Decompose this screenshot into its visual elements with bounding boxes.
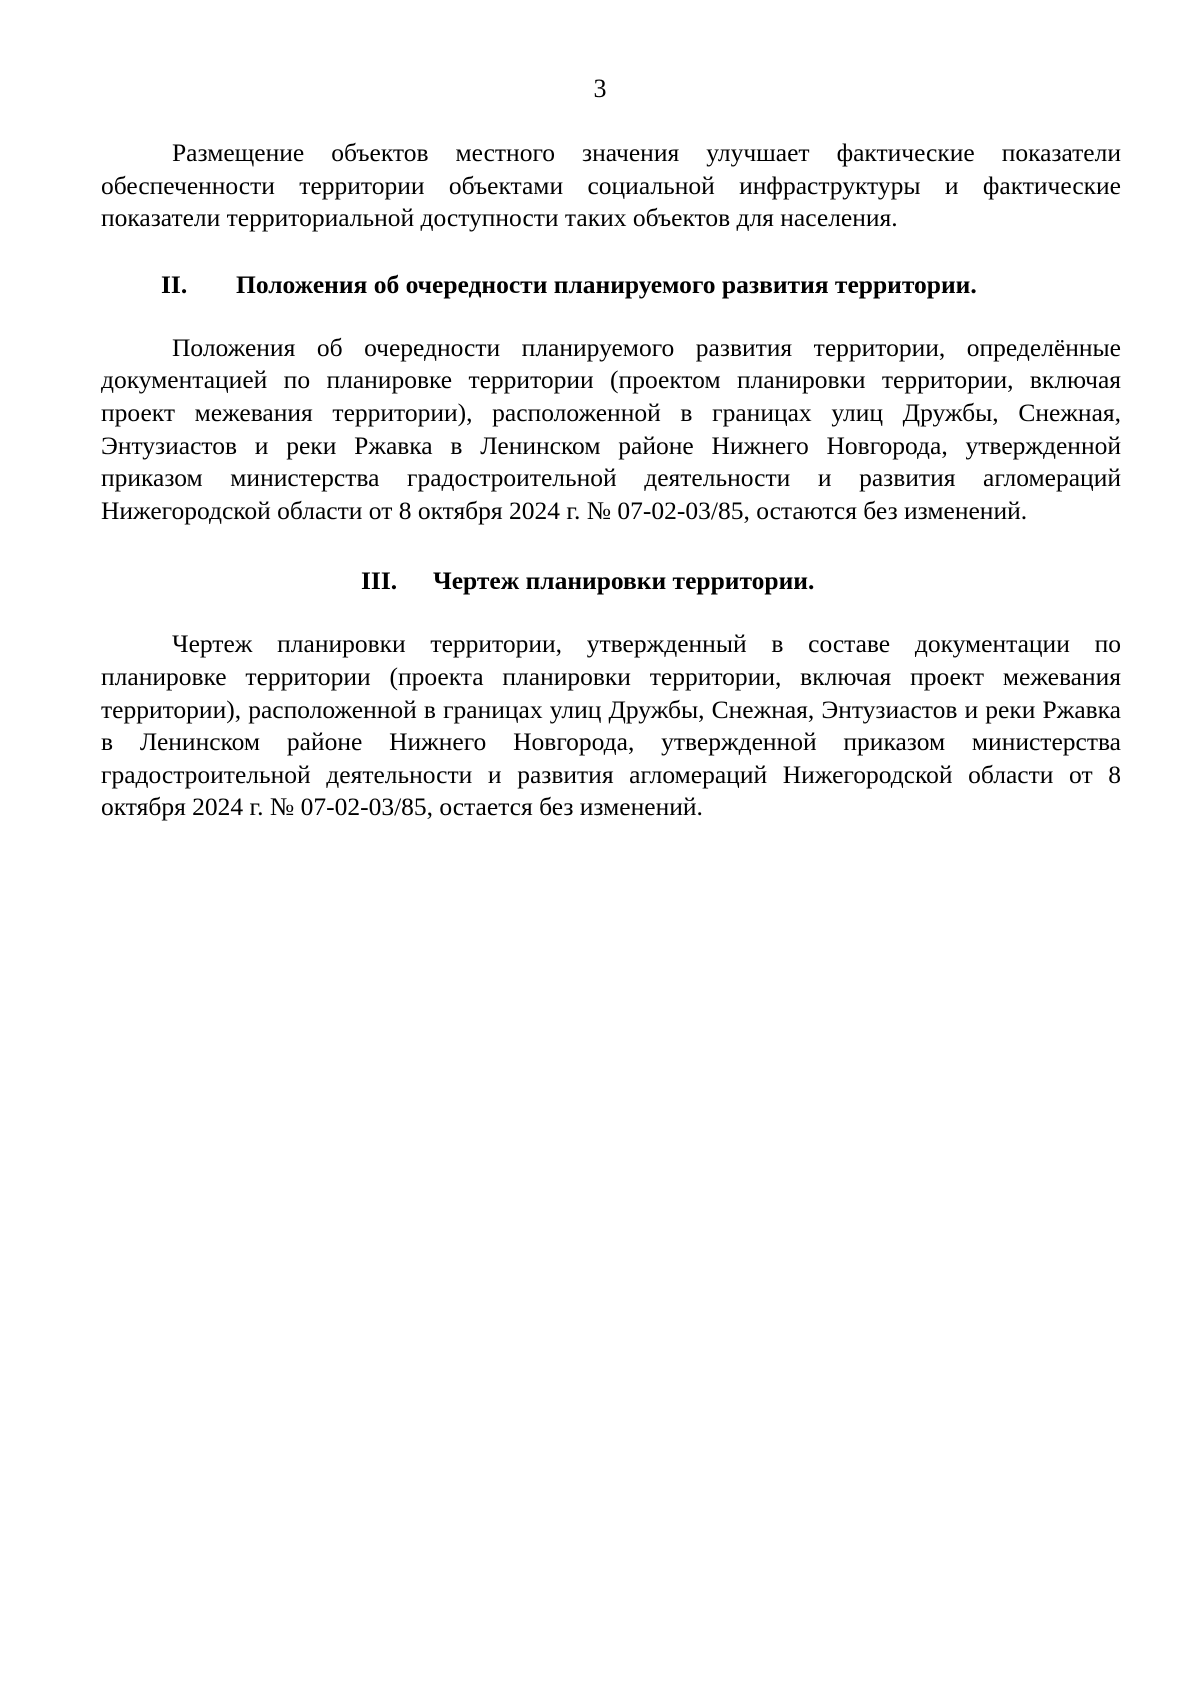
section-3-title: Чертеж планировки территории.: [433, 566, 815, 596]
document-body: [101, 137, 1121, 824]
section-2-paragraph: Положения об очередности планируемого развития территории, определённые документацией по планировке территории (проектом планировки территории, включая проект межевания территории), расположенной в границах улиц Дружбы, Снежная, Энтузиастов и реки Ржавка в Ленинском районе Нижнего Новгорода, утвержденной приказом министерства градостроительной деятельности и развития агломераций Нижегородской области от 8 октября 2024 г. № 07-02-03/85, остаются без изменений.: [101, 332, 1121, 525]
page-number: 3: [593, 74, 607, 103]
section-3-number: III.: [361, 566, 398, 596]
section-3-heading: [101, 565, 1121, 597]
section-3-paragraph: Чертеж планировки территории, утвержденный в составе документации по планировке территории (проекта планировки территории, включая проект межевания территории), расположенной в границах улиц Дружбы, Снежная, Энтузиастов и реки Ржавка в Ленинском районе Нижнего Новгорода, утвержденной приказом министерства градостроительной деятельности и развития агломераций Нижегородской области от 8 октября 2024 г. № 07-02-03/85, остается без изменений.: [101, 629, 1121, 822]
section-2-title: Положения об очередности планируемого развития территории.: [236, 269, 977, 299]
section-2-number: II.: [161, 269, 188, 299]
section-2-heading: [101, 269, 1121, 301]
intro-paragraph: Размещение объектов местного значения улучшает фактические показатели обеспеченности территории объектами социальной инфраструктуры и фактические показатели территориальной доступности таких объектов для населения.: [101, 138, 1121, 233]
